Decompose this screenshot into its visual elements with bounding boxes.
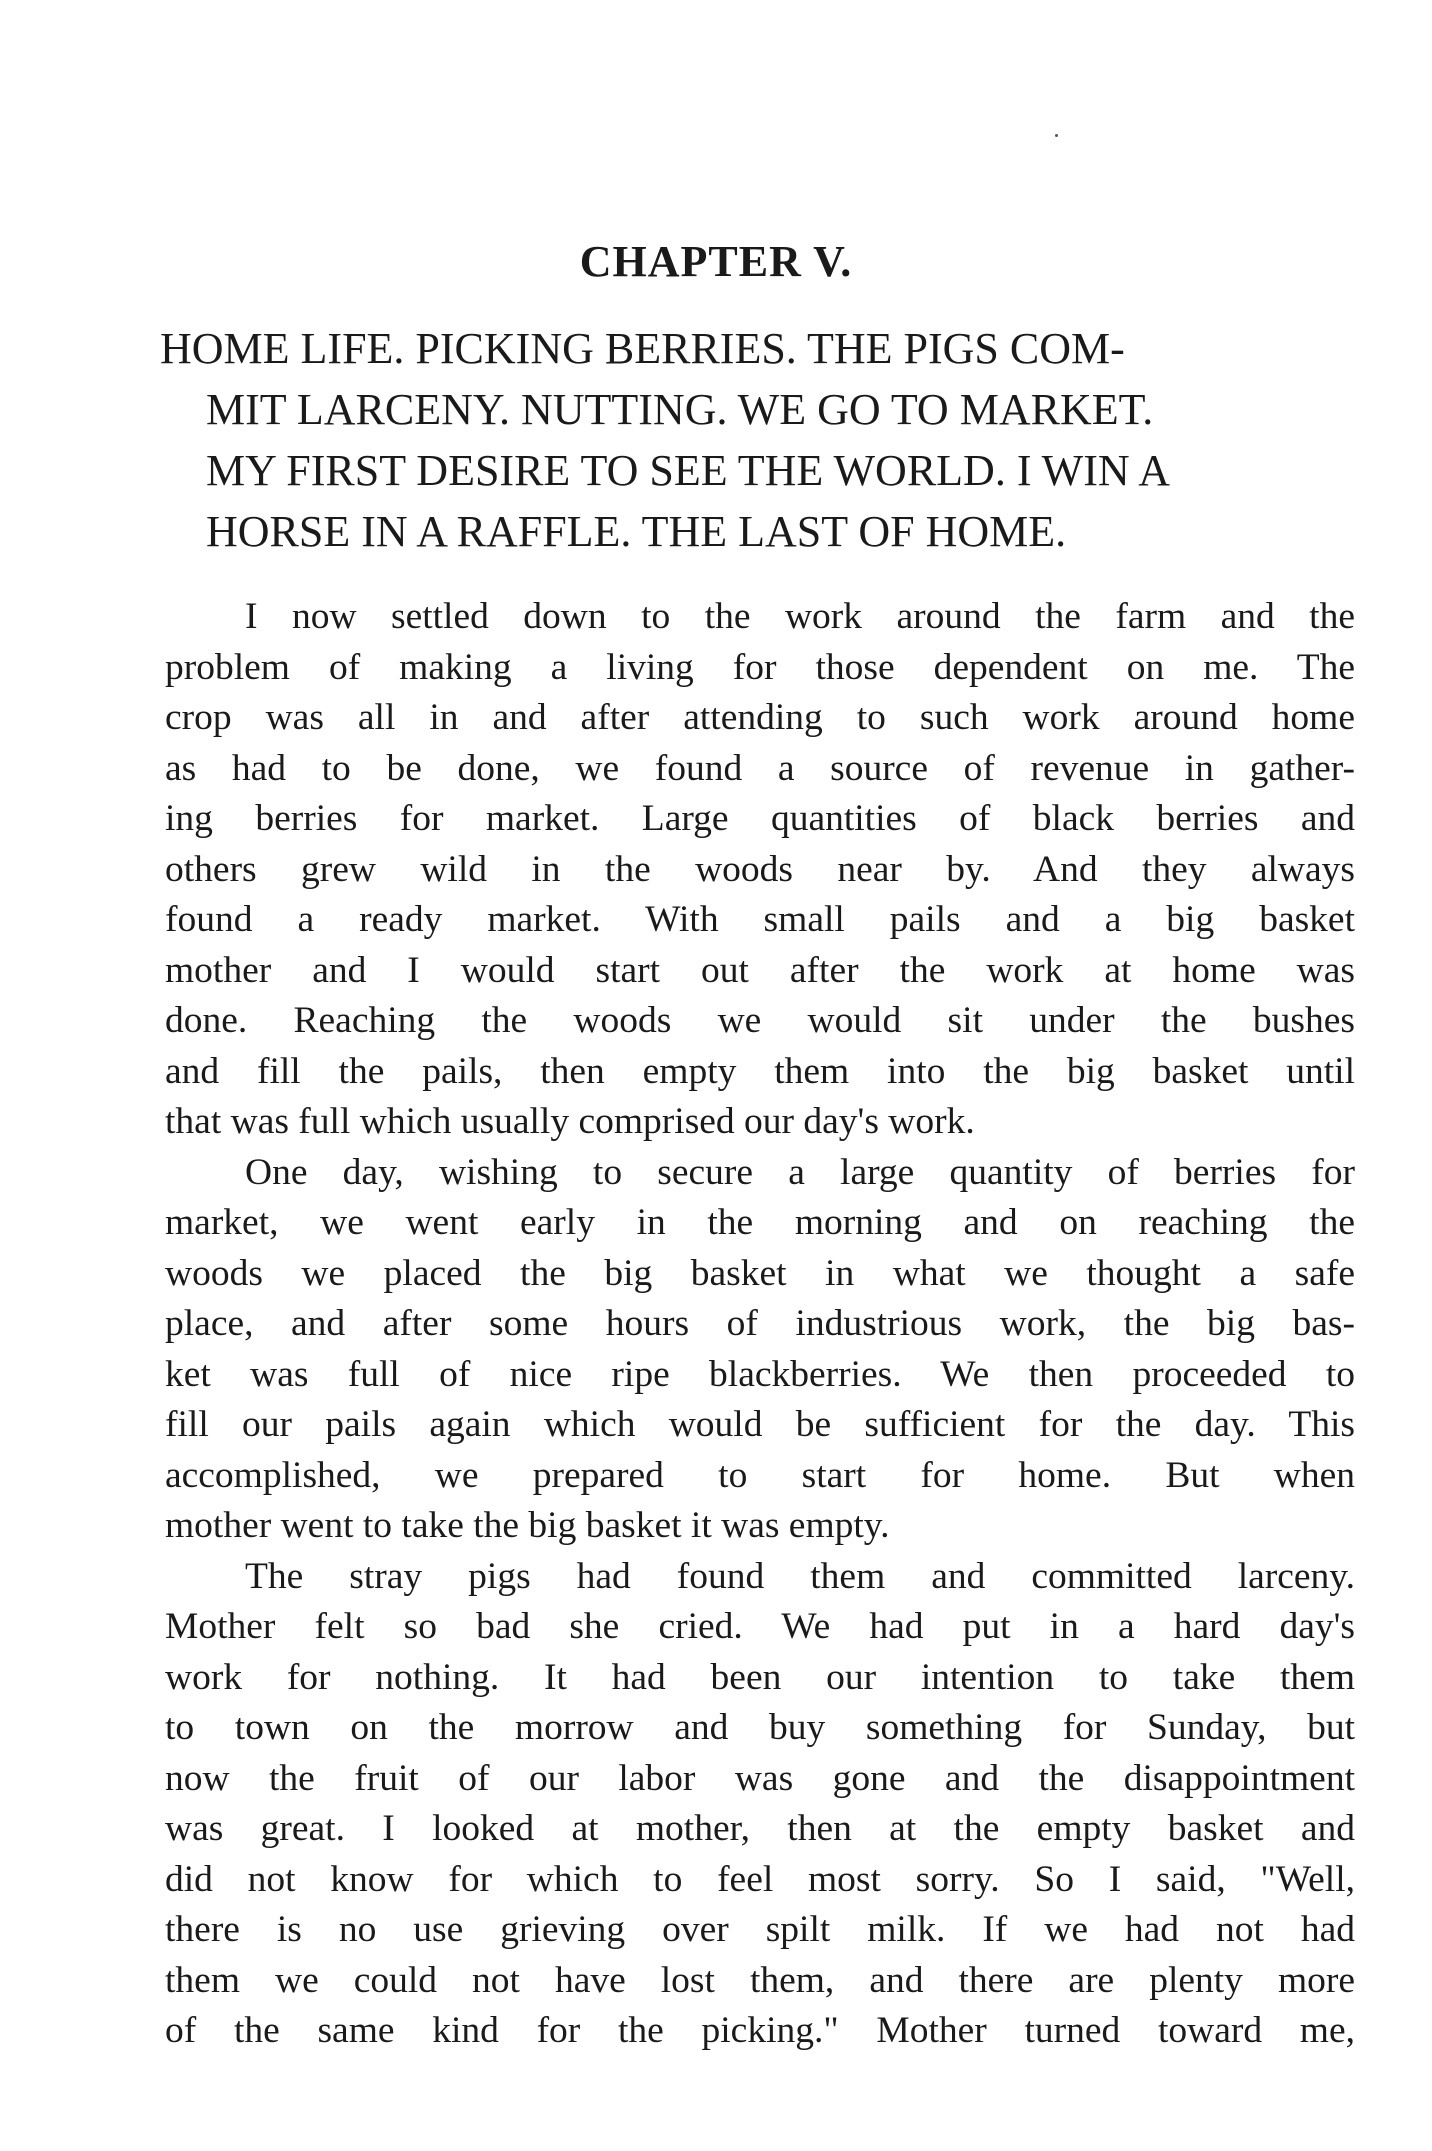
synopsis-line: HORSE IN A RAFFLE. THE LAST OF HOME. — [206, 507, 1067, 556]
paragraph-2-line: fill our pails again which would be sufficient for the day. This — [165, 1404, 1355, 1445]
paragraph-1-line: found a ready market. With small pails and a big basket — [165, 899, 1355, 940]
paragraph-1-line: others grew wild in the woods near by. And they always — [165, 848, 1355, 890]
paragraph-3-line: now the fruit of our labor was gone and the disappointment — [165, 1757, 1355, 1799]
paragraph-2-line: place, and after some hours of industrious work, the big bas- — [165, 1303, 1355, 1344]
paragraph-3-line: did not know for which to feel most sorry. So I said, "Well, — [165, 1858, 1355, 1900]
paragraph-1-line: I now settled down to the work around the farm and the — [245, 596, 1355, 637]
paragraph-1-line: as had to be done, we found a source of revenue in gather- — [165, 747, 1355, 789]
body-text — [165, 592, 1355, 2057]
paragraph-2-line: market, we went early in the morning and on reaching the — [165, 1202, 1355, 1243]
paragraph-1-line: crop was all in and after attending to such work around home — [165, 697, 1355, 738]
paragraph-2-line: accomplished, we prepared to start for home. But when — [165, 1454, 1355, 1496]
paragraph-3-line: was great. I looked at mother, then at the empty basket and — [165, 1808, 1355, 1849]
chapter-synopsis — [160, 318, 1360, 562]
paragraph-3-line: work for nothing. It had been our intention to take them — [165, 1656, 1355, 1698]
paragraph-3-line: Mother felt so bad she cried. We had put in a hard day's — [165, 1606, 1355, 1647]
paragraph-1-line: that was full which usually comprised our day's work. — [165, 1101, 975, 1142]
paragraph-3-line: The stray pigs had found them and committed larceny. — [245, 1555, 1355, 1597]
synopsis-line: HOME LIFE. PICKING BERRIES. THE PIGS COM- — [160, 324, 1125, 373]
synopsis-line: MIT LARCENY. NUTTING. WE GO TO MARKET. — [206, 385, 1154, 434]
paragraph-1-line: ing berries for market. Large quantities of black berries and — [165, 798, 1355, 839]
paragraph-3-line: of the same kind for the picking." Mother turned toward me, — [165, 2010, 1355, 2051]
paragraph-3-line: them we could not have lost them, and there are plenty more — [165, 1959, 1355, 2001]
paragraph-3-line: there is no use grieving over spilt milk. If we had not had — [165, 1909, 1355, 1950]
paragraph-1-line: and fill the pails, then empty them into the big basket until — [165, 1050, 1355, 1092]
chapter-heading: CHAPTER V. — [579, 237, 853, 286]
paragraph-2-line: One day, wishing to secure a large quantity of berries for — [245, 1151, 1355, 1193]
paragraph-2-line: woods we placed the big basket in what we thought a safe — [165, 1252, 1355, 1294]
paragraph-2-line: mother went to take the big basket it was empty. — [165, 1505, 890, 1546]
paragraph-3-line: to town on the morrow and buy something for Sunday, but — [165, 1707, 1355, 1748]
page-speck — [1055, 134, 1058, 137]
synopsis-line: MY FIRST DESIRE TO SEE THE WORLD. I WIN A — [206, 446, 1170, 495]
paragraph-2-line: ket was full of nice ripe blackberries. We then proceeded to — [165, 1353, 1355, 1395]
paragraph-1-line: done. Reaching the woods we would sit under the bushes — [165, 1000, 1355, 1041]
paragraph-1-line: mother and I would start out after the work at home was — [165, 949, 1355, 991]
paragraph-1-line: problem of making a living for those dependent on me. The — [165, 646, 1355, 688]
